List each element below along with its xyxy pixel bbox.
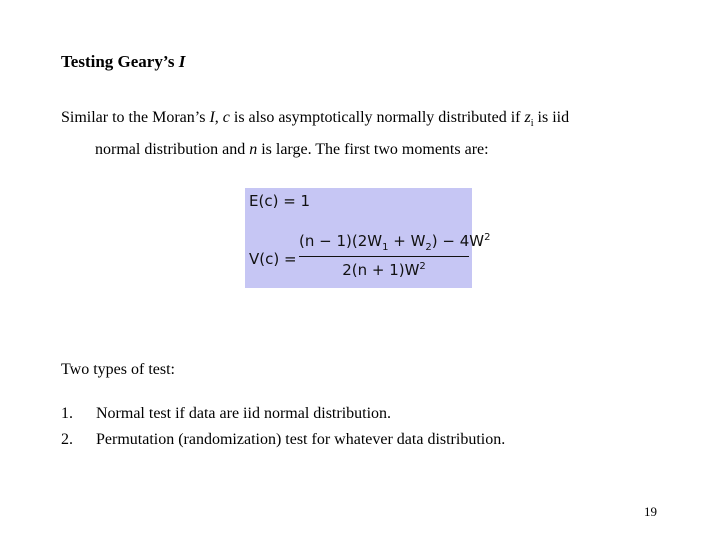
formula-expectation: E(c) = 1: [249, 192, 311, 210]
numerator-sup: 2: [484, 232, 491, 243]
para-text-5: normal distribution and: [95, 141, 250, 159]
slide-title: [61, 52, 185, 72]
para-text-6: is large. The first two moments are:: [257, 141, 489, 159]
fraction-numerator: [299, 232, 491, 257]
para-var-c: c: [222, 109, 230, 126]
formula-variance-fraction: [299, 232, 491, 279]
fraction-denominator: [299, 257, 469, 279]
title-variable: I: [178, 52, 186, 71]
title-text: Testing Geary’s: [61, 52, 179, 71]
formula-image: [245, 188, 491, 288]
para-subscript-i: i: [530, 118, 534, 130]
list-item: [61, 405, 505, 431]
description-paragraph: [61, 105, 681, 163]
numerator-sub-1: 1: [382, 242, 389, 253]
list-text: Permutation (randomization) test for whatever data distribution.: [96, 431, 506, 448]
list-number: 1.: [61, 405, 73, 422]
para-text-1: Similar to the Moran’s: [61, 109, 210, 126]
para-var-z: z: [524, 109, 531, 126]
para-line-2: [61, 137, 681, 163]
formula-variance-lhs: V(c) =: [249, 250, 297, 268]
para-text-3: is also asymptotically normally distributed if: [229, 109, 525, 126]
denominator-sup: 2: [419, 261, 426, 272]
numerator-part-b: + W: [388, 232, 426, 250]
denominator-part-a: 2(n + 1)W: [342, 261, 420, 279]
list-text: Normal test if data are iid normal distribution.: [96, 405, 392, 422]
numerator-sub-2: 2: [425, 242, 432, 253]
page-number: 19: [644, 504, 657, 519]
para-var-i: I: [209, 109, 215, 126]
para-text-4: is iid: [533, 109, 570, 126]
test-types-list: [61, 405, 505, 457]
numerator-part-a: (n − 1)(2W: [299, 232, 383, 250]
types-label: Two types of test:: [61, 361, 175, 378]
list-item: [61, 431, 505, 457]
para-text-2: ,: [214, 109, 223, 126]
list-number: 2.: [61, 431, 73, 448]
para-var-n: n: [249, 141, 258, 159]
numerator-part-c: ) − 4W: [431, 232, 485, 250]
